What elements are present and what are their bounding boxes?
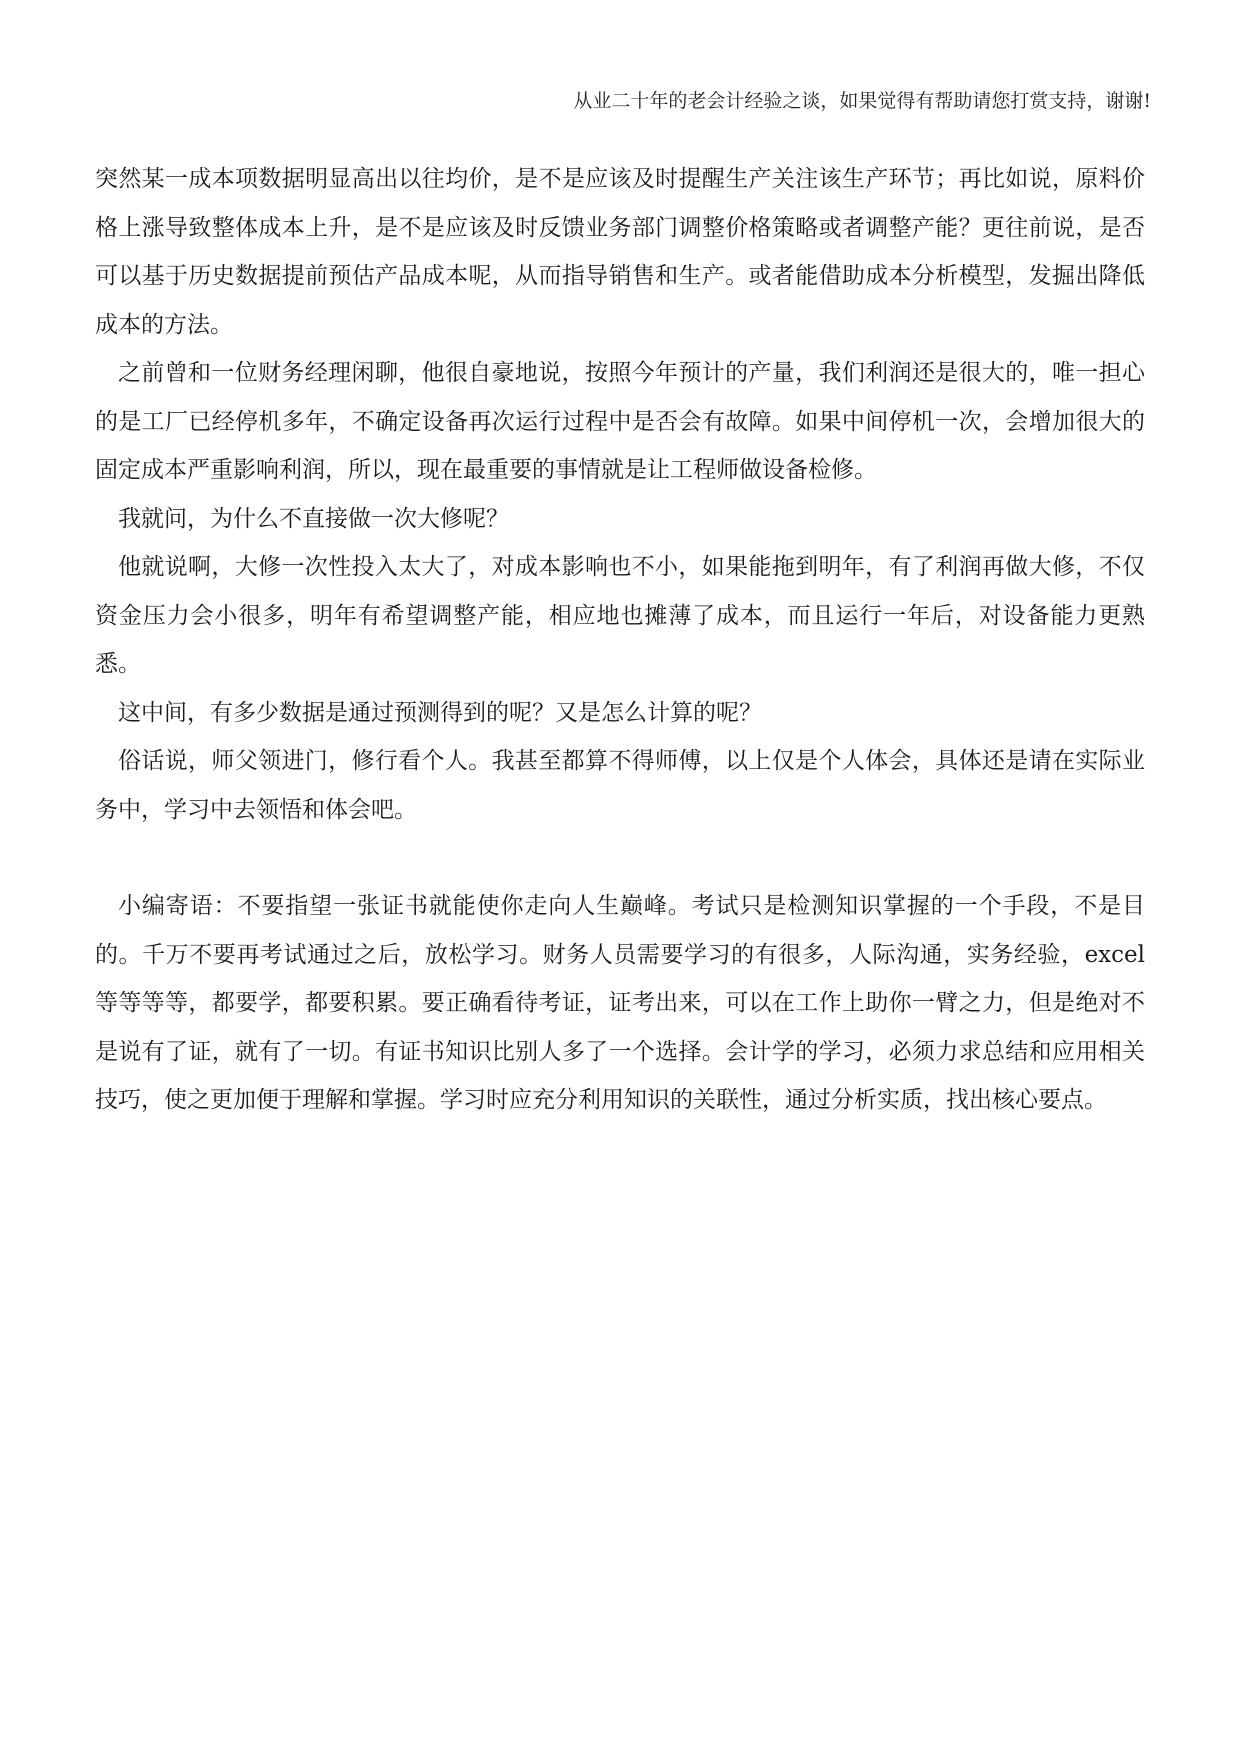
paragraph-3: 我就问，为什么不直接做一次大修呢？ (118, 505, 509, 532)
paragraph-5: 这中间，有多少数据是通过预测得到的呢？又是怎么计算的呢？ (118, 699, 762, 726)
header-note: 从业二十年的老会计经验之谈，如果觉得有帮助请您打赏支持，谢谢! (573, 90, 1151, 112)
section-gap (95, 834, 1145, 882)
article-body (95, 155, 1145, 1125)
editor-note: 小编寄语：不要指望一张证书就能使你走向人生巅峰。考试只是检测知识掌握的一个手段，不是目的。千万不要再考试通过之后，放松学习。财务人员需要学习的有很多，人际沟通，实务经验，excel 等等等等，都要学，都要积累。要正确看待考证，证考出来，可以在工作上助你一臂之力，但是绝对不是说有了证，就有了一切。有证书知识比别人多了一个选择。会计学的学习，必须力求总结和应用相关技巧，使之更加便于理解和掌握。学习时应充分利用知识的关联性，通过分析实质，找出核心要点。 (95, 893, 1145, 1113)
paragraph-1: 突然某一成本项数据明显高出以往均价，是不是应该及时提醒生产关注该生产环节；再比如说，原料价格上涨导致整体成本上升，是不是应该及时反馈业务部门调整价格策略或者调整产能？更往前说，是否可以基于历史数据提前预估产品成本呢，从而指导销售和生产。或者能借助成本分析模型，发掘出降低成本的方法。 (95, 166, 1145, 338)
paragraph-2: 之前曾和一位财务经理闲聊，他很自豪地说，按照今年预计的产量，我们利润还是很大的，唯一担心的是工厂已经停机多年，不确定设备再次运行过程中是否会有故障。如果中间停机一次，会增加很大的固定成本严重影响利润，所以，现在最重要的事情就是让工程师做设备检修。 (95, 360, 1145, 483)
paragraph-6: 俗话说，师父领进门，修行看个人。我甚至都算不得师傅，以上仅是个人体会，具体还是请在实际业务中，学习中去领悟和体会吧。 (95, 748, 1145, 823)
paragraph-4: 他就说啊，大修一次性投入太大了，对成本影响也不小，如果能拖到明年，有了利润再做大修，不仅资金压力会小很多，明年有希望调整产能，相应地也摊薄了成本，而且运行一年后，对设备能力更熟悉。 (95, 554, 1145, 677)
